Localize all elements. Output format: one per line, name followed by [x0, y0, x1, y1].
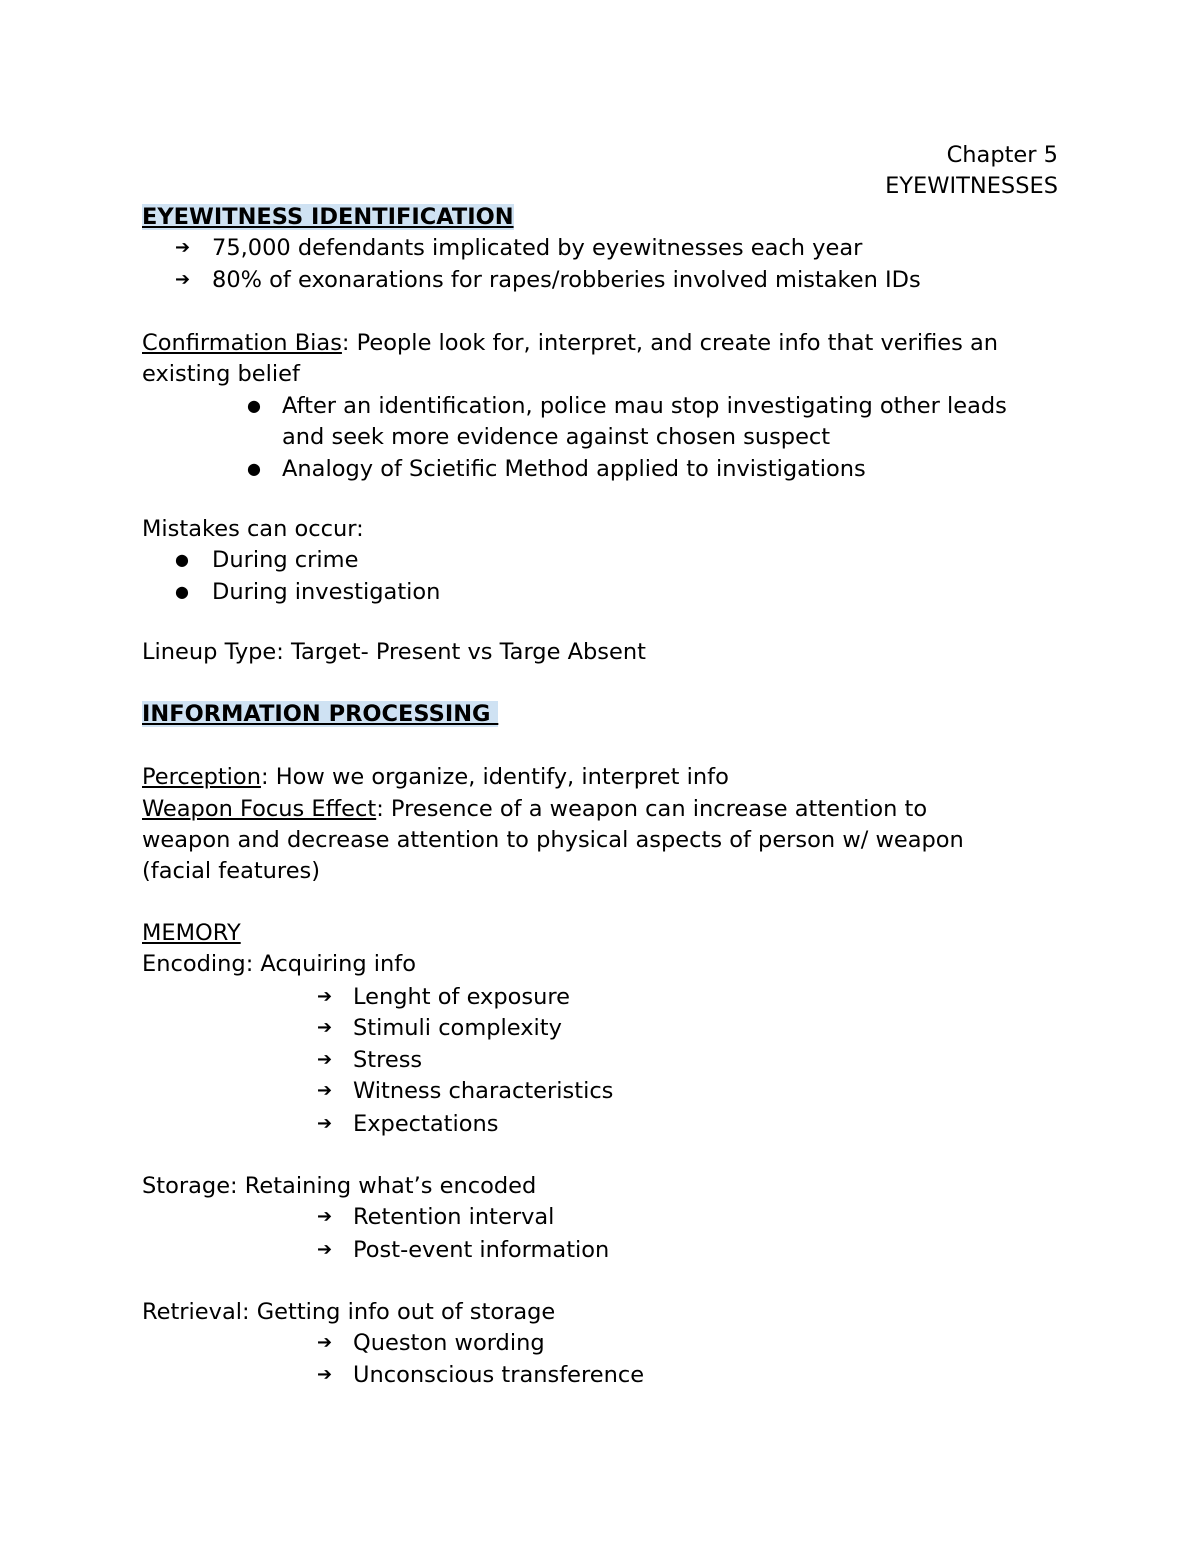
- list-item: ➔ Stress: [317, 1044, 422, 1076]
- lineup-type: Lineup Type: Target- Present vs Targe Absent: [142, 639, 646, 665]
- arrow-bullet-icon: ➔: [317, 1239, 333, 1260]
- arrow-bullet-icon: ➔: [175, 269, 191, 290]
- arrow-bullet-icon: ➔: [317, 1080, 333, 1101]
- chapter-number: Chapter 5: [946, 142, 1058, 168]
- bullet-icon: ●: [175, 550, 189, 569]
- arrow-bullet-icon: ➔: [317, 1364, 333, 1385]
- definition-continuation: existing belief: [142, 361, 300, 387]
- storage-label: Storage: Retaining what’s encoded: [142, 1173, 537, 1199]
- arrow-bullet-icon: ➔: [175, 237, 191, 258]
- term: Weapon Focus Effect: [142, 796, 377, 822]
- list-item: ● During crime: [175, 544, 358, 576]
- list-item: ➔ Witness characteristics: [317, 1075, 613, 1107]
- list-item: ● Analogy of Scietific Method applied to invistigations: [247, 453, 866, 485]
- section-heading-information-processing: [142, 698, 498, 730]
- list-item: ➔ Expectations: [317, 1108, 498, 1140]
- arrow-bullet-icon: ➔: [317, 986, 333, 1007]
- list-item: ➔ Retention interval: [317, 1201, 554, 1233]
- arrow-bullet-icon: ➔: [317, 1049, 333, 1070]
- bullet-icon: ●: [247, 459, 261, 478]
- memory-heading: MEMORY: [142, 920, 241, 946]
- confirmation-bias-definition: Confirmation Bias: People look for, interpret, and create info that verifies an: [142, 330, 999, 356]
- weapon-focus-definition: Weapon Focus Effect: Presence of a weapon can increase attention to: [142, 796, 928, 822]
- heading-text: INFORMATION PROCESSING: [142, 701, 499, 727]
- section-heading-eyewitness-identification: [142, 201, 514, 233]
- list-item: ➔ 80% of exonarations for rapes/robberies involved mistaken IDs: [175, 264, 921, 296]
- mistakes-intro: Mistakes can occur:: [142, 516, 364, 542]
- arrow-bullet-icon: ➔: [317, 1113, 333, 1134]
- bullet-icon: ●: [175, 582, 189, 601]
- chapter-topic: EYEWITNESSES: [885, 173, 1058, 199]
- arrow-bullet-icon: ➔: [317, 1206, 333, 1227]
- list-item: ➔ Lenght of exposure: [317, 981, 570, 1013]
- arrow-bullet-icon: ➔: [317, 1017, 333, 1038]
- encoding-label: Encoding: Acquiring info: [142, 951, 416, 977]
- bullet-icon: ●: [247, 396, 261, 415]
- perception-definition: Perception: How we organize, identify, interpret info: [142, 764, 729, 790]
- term: Confirmation Bias: [142, 330, 342, 356]
- definition-continuation: (facial features): [142, 858, 321, 884]
- list-item: ● During investigation: [175, 576, 440, 608]
- arrow-bullet-icon: ➔: [317, 1332, 333, 1353]
- list-item: ➔ Stimuli complexity: [317, 1012, 562, 1044]
- list-item: ➔ Unconscious transference: [317, 1359, 644, 1391]
- retrieval-label: Retrieval: Getting info out of storage: [142, 1299, 556, 1325]
- list-item: ➔ 75,000 defendants implicated by eyewitnesses each year: [175, 232, 862, 264]
- list-item: ➔ Post-event information: [317, 1234, 609, 1266]
- term: Perception: [142, 764, 261, 790]
- heading-text: EYEWITNESS IDENTIFICATION: [142, 204, 514, 230]
- list-item: ➔ Queston wording: [317, 1327, 545, 1359]
- list-item: ● After an identification, police mau stop investigating other leads: [247, 390, 1007, 422]
- definition-continuation: weapon and decrease attention to physical aspects of person w/ weapon: [142, 827, 964, 853]
- list-item-continuation: and seek more evidence against chosen suspect: [282, 424, 831, 450]
